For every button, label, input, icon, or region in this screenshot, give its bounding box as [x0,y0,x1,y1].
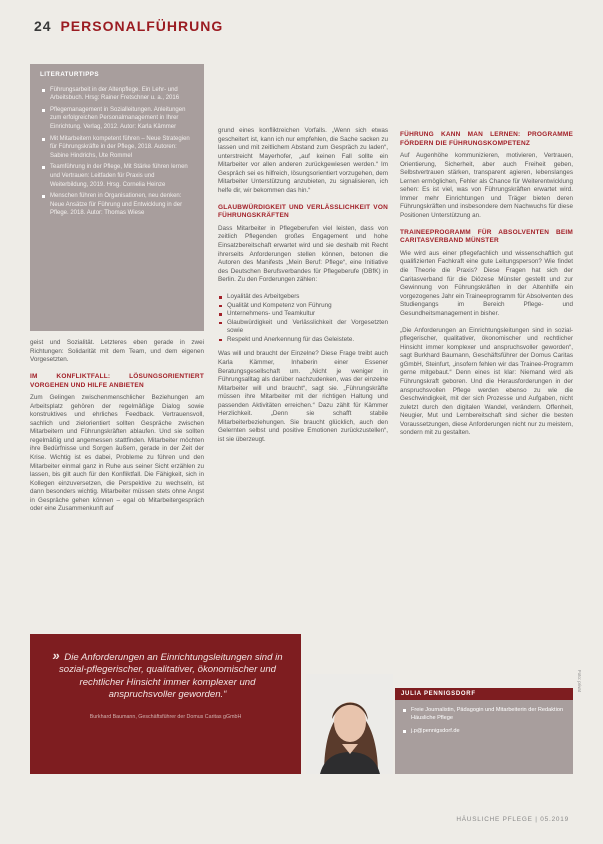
section-title: PERSONALFÜHRUNG [60,18,224,34]
body-paragraph: geist und Sozialität. Letzteres eben gerade in zwei Richtungen: Solidarität mit dem Team, und dem eigenen Vorgesetzten. [30,339,204,364]
subheading-leadership: FÜHRUNG KANN MAN LERNEN: PROGRAMME FÖRDERN DIE FÜHRUNGSKOMPETENZ [400,131,573,147]
author-photo [306,674,393,774]
body-paragraph: Dass Mitarbeiter in Pflegeberufen viel leisten, dass von zeitlich Pflegenden großes Engagement und hohe Einsatzbereitschaft erwartet wird und sie deshalb mit Recht ihrerseits Anforderungen stellen können, betonen die Autoren des Manifests „Mein Beruf: Pflege“, eine Initiative des Deutschen Berufsverbandes für Pflegeberufe (DBfK) in Berlin. Zu den Forderungen zählen: [218,224,388,284]
column-1 [30,339,204,522]
author-name: JULIA PENNIGSDORF [395,688,573,700]
subheading-trust: GLAUBWÜRDIGKEIT UND VERLÄSSLICHKEIT VON FÜHRUNGSKRÄFTEN [218,203,388,220]
photo-credit: Foto: privat [577,670,582,692]
list-item: Qualität und Kompetenz von Führung [227,302,388,311]
literature-item: Mit Mitarbeitern kompetent führen – Neue Strategien für Führungskräfte in der Pflege, 2018. Autoren: Sabine Hindrichs, Ute Rommel [50,135,194,161]
literature-list [30,86,204,218]
literature-tips-box [30,64,204,331]
page-footer: HÄUSLICHE PFLEGE | 05.2019 [456,816,569,823]
literature-item: Menschen führen in Organisationen, neu denken: Neue Ansätze für Führung und Entwicklung in der Pflege. 2018. Autor: Thomas Wiese [50,192,194,218]
list-item: Glaubwürdigkeit und Verlässlichkeit der Vorgesetzten sowie [227,318,388,335]
pull-quote-box [30,634,301,774]
body-paragraph: Wie wird aus einer pflegefachlich und wissenschaftlich gut qualifizierten Fachkraft eine gute Leitungsperson? Wie findet die Theorie die Praxis? Diese Fragen hat sich der Caritasverband für die Diözese Münster gestellt und zur Gewinnung von Führungskräften in der Altenhilfe ein vorgezogenes Jahr ein Traineeprogramm für Absolventen des Studiengangs im Bereich Pflege- und Gesundheitsmanagement in bisher. [400,249,573,317]
list-item: Respekt und Anerkennung für das Geleistete. [227,336,388,345]
literature-item: Teamführung in der Pflege, Mit Stärke führen lernen und Vertrauen: Leitfaden für Praxis und Weiterbildung, 2019. Hrsg. Cornelia Heinze [50,163,194,189]
demands-list [218,293,388,344]
body-paragraph: Auf Augenhöhe kommunizieren, motivieren, Vertrauen, Orientierung, Sicherheit, aber auch Freiheit geben, Selbstvertrauen stärken, transparent agieren, lebenslanges Lernen ermöglichen, Fehler als Chance für Weiterentwicklung sehen: Es ist viel, was von Führungskräften erwartet wird. Immer mehr Einrichtungen und Träger bieten deren Führungskräften und insbesondere dem Nachwuchs für diese Positionen Unterstützung an. [400,152,573,219]
literature-item: Führungsarbeit in der Altenpflege. Ein Lehr- und Arbeitsbuch. Hrsg: Rainer Fretschner u. a., 2016 [50,86,194,103]
column-3 [400,127,573,446]
pull-quote-source: Burkhard Baumann, Geschäftsführer der Domus Caritas gGmbH [89,713,242,720]
author-box [395,688,573,774]
author-email: j.p@pennigsdorf.de [411,727,567,735]
author-detail: Freie Journalistin, Pädagogin und Mitarbeiterin der Redaktion Häusliche Pflege [411,706,567,722]
pull-quote-text: Die Anforderungen an Einrichtungsleitungen sind in sozial-pflegerischer, qualitativer, ökonomischer und rechtlicher Hinsicht immer komplexer und anspruchsvoller geworden.“ [58,652,283,701]
body-paragraph: Was will und braucht der Einzelne? Diese Frage treibt auch Karla Kämmer, Inhaberin einer Essener Beratungsgesellschaft um. „Nicht je weniger in Führungsalltag als darüber nachzudenken, was der einzelne Mitarbeiter will und braucht“, sagt sie. „Führungskräfte müssen ihre Mitarbeiter mit der richtigen Haltung und passenden Aktivitäten erreichen.“ Dazu zählt für Kämmer Herzlichkeit. „Denn sie schafft stabile Mitarbeiterbeziehungen. Sie braucht glücklich, auch den Gelernten selbst und positive Emotionen zurückzustellen“, ist sie überzeugt. [218,350,388,443]
subheading-conflict: IM KONFLIKTFALL: LÖSUNGSORIENTIERT VORGEHEN UND HILFE ANBIETEN [30,373,204,389]
page-number: 24 [34,18,52,34]
subheading-trainee: TRAINEEPROGRAMM FÜR ABSOLVENTEN BEIM CARITASVERBAND MÜNSTER [400,228,573,245]
literature-item: Pflegemanagement in Sozialleitungen. Anleitungen zum erfolgreichen Personalmanagement in Ihrer Einrichtung. Verlag, 2012. Autor: Karla Kämmer [50,106,194,132]
list-item: Unternehmens- und Teamkultur [227,310,388,319]
column-2 [218,127,388,453]
page-header [34,18,223,34]
author-portrait-icon [306,674,393,774]
quote-mark-icon: » [52,648,60,663]
body-paragraph: Zum Gelingen zwischenmenschlicher Beziehungen am Arbeitsplatz gehören der regelmäßige Dialog sowie konstruktives und ehrliches Feedback. Vertrauensvoll, sachlich und zielorientiert sollten Gespräche zwischen Mitarbeitern und Führungskräften ablaufen. Und sie sollten regelmäßig und angemessen stattfinden. Mitarbeiter möchten ihre Bedürfnisse und Sorgen äußern, gerade in der Zeit der Krise. Wichtig ist es dabei, Probleme zu führen und den Mitarbeiter einmal ganz in Ruhe aus seiner Sicht erzählen zu lassen, bis gilt auch für den Konfliktfall. Die Fähigkeit, sich in Kollegen einzuversetzen, die Perspektive zu wechseln, ist dann besonders wichtig. Mitarbeiter müssen stets ohne Angst in Gespräche gehen können – egal ob Mitarbeitergespräch oder eine Zusammenkunft auf [30,394,204,513]
body-paragraph: „Die Anforderungen an Einrichtungsleitungen sind in sozial-pflegerischer, qualitativer, ökonomischer und rechtlicher Hinsicht immer komplexer und anspruchsvoller geworden“, sagt Burkhard Baumann, Geschäftsführer der Domus Caritas gGmbH, Steinfurt, „insofern fehlen wir das Trainee-Programm gerne mitgebaut.“ Denn eines ist klar: Niemand wird als Führungskraft geboren. Und die Herausforderungen in der anspruchsvollen Pflege werden ebenso zu wie die Geschwindigkeit, mit der sich Prozesse und Aufgaben, nicht zuletzt durch den digitalen Wandel, verändern. Offenheit, Neugier, Mut und Lernbereitschaft sind sicher die besten Voraussetzungen, diese Anforderungen nicht nur zu meistern, sondern mit zu gestalten. [400,326,573,437]
body-paragraph: grund eines konfliktreichen Vorfalls. „Wenn sich etwas gescheitert ist, kann ich nur empfehlen, die Sache sacken zu lassen und mit zeitlichem Abstand zum Gespräch zu laden“, unterstreicht Mayerhofer, „auf keinen Fall sollte ein Mitarbeiter vor allen anderen zurückgewiesen werden.“ Im Gespräch sei es hilfreich, lösungsorientiert vorzugehen, dem Mitarbeiter Unterstützung anzubieten, zu signalisieren, ich helfe dir, wir bekommen das hin.“ [218,127,388,194]
author-details [411,706,567,736]
literature-tips-title: LITERATURTIPPS [40,71,100,78]
list-item: Loyalität des Arbeitgebers [227,293,388,302]
pull-quote [50,650,285,702]
